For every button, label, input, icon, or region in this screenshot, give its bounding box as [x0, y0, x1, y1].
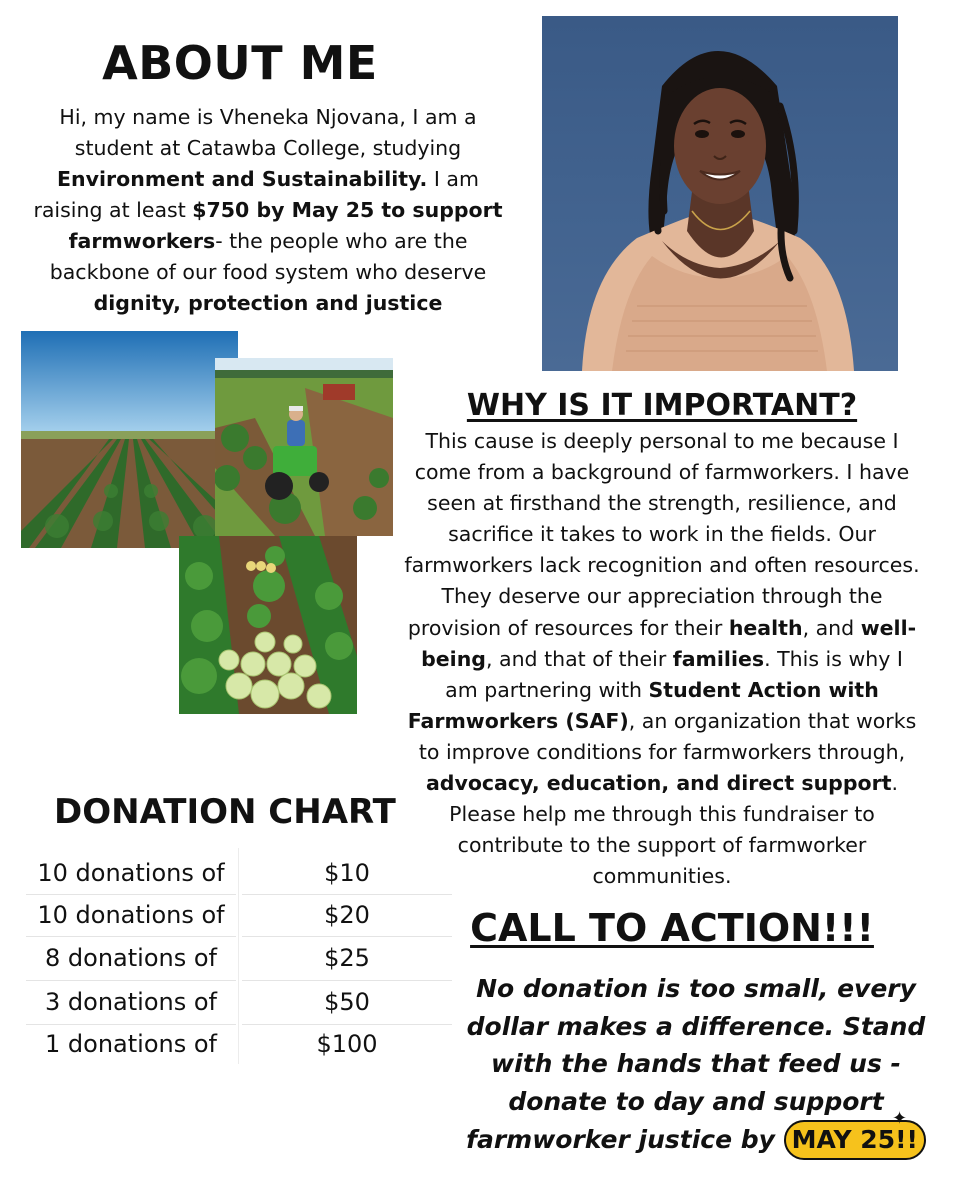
- about-bold-major: Environment and Sustainability.: [57, 167, 428, 191]
- about-bold-goal: $750 by May 25 to support farmworkers: [68, 198, 503, 253]
- donation-title: DONATION CHART: [54, 792, 396, 832]
- about-text-1: Hi, my name is Vheneka Njovana, I am a student at Catawba College, studying: [59, 105, 477, 160]
- why-text-1: This cause is deeply personal to me because I come from a background of farmworkers. I have seen at firsthand the strength, resilience, and sacrifice it takes to work in the fields. Our farmworkers lack recognition and often resources. They deserve our appreciation through the provision of resources for their: [404, 429, 920, 640]
- about-paragraph: [22, 102, 514, 319]
- melon-field-photo: [179, 536, 357, 714]
- why-text-3: , and that of their: [485, 646, 673, 671]
- farm-field-illustration: [21, 331, 238, 548]
- why-title: WHY IS IT IMPORTANT?: [466, 388, 858, 423]
- cta-paragraph: [466, 970, 926, 1160]
- donation-count: 1 donations of: [45, 1030, 217, 1058]
- donation-count: 10 donations of: [26, 894, 236, 937]
- donation-row: [26, 852, 452, 894]
- donation-row: [26, 936, 452, 980]
- why-bold-wellbeing: well-being: [421, 615, 917, 671]
- donation-amount: $100: [316, 1030, 378, 1058]
- about-text-3: - the people who are the backbone of our food system who deserve: [49, 229, 487, 284]
- donation-count: 8 donations of: [26, 936, 236, 981]
- donation-amount: $50: [242, 980, 452, 1025]
- why-bold-support: advocacy, education, and direct support: [425, 771, 892, 796]
- about-bold-values: dignity, protection and justice: [93, 291, 443, 315]
- farm-field-photo: [21, 331, 238, 548]
- donation-count: 10 donations of: [26, 852, 236, 895]
- donation-amount: $20: [242, 894, 452, 937]
- why-bold-families: families: [672, 646, 765, 671]
- donation-row: [26, 980, 452, 1024]
- why-paragraph: [402, 426, 922, 892]
- tractor-illustration: [215, 358, 393, 536]
- donation-row: [26, 894, 452, 936]
- donation-row: [26, 1024, 452, 1064]
- about-text-2: I am raising at least: [33, 167, 479, 222]
- why-text-4: . This is why I am partnering with: [445, 646, 903, 702]
- why-text-6: . Please help me through this fundraiser to contribute to the support of farmworker communities.: [449, 771, 899, 889]
- donation-amount: $25: [242, 936, 452, 981]
- donation-amount: $10: [242, 852, 452, 895]
- cta-title: CALL TO ACTION!!!: [470, 906, 874, 950]
- melon-field-illustration: [179, 536, 357, 714]
- deadline-badge: MAY 25!!: [784, 1120, 926, 1160]
- tractor-photo: [215, 358, 393, 536]
- about-title: ABOUT ME: [102, 36, 378, 90]
- why-text-2: , and: [802, 615, 861, 640]
- donation-table: [26, 848, 452, 1064]
- cta-text: No donation is too small, every dollar makes a difference. Stand with the hands that feed us - donate to day and support farmworker justice by: [466, 974, 926, 1154]
- portrait-illustration: [542, 16, 898, 371]
- donation-count: 3 donations of: [26, 980, 236, 1025]
- why-text-5: , an organization that works to improve conditions for farmworkers through,: [418, 708, 917, 764]
- why-bold-health: health: [728, 615, 803, 640]
- portrait-photo: [542, 16, 898, 371]
- sparkle-icon: ✦: [892, 1108, 908, 1129]
- why-bold-saf: Student Action with Farmworkers (SAF): [407, 677, 879, 733]
